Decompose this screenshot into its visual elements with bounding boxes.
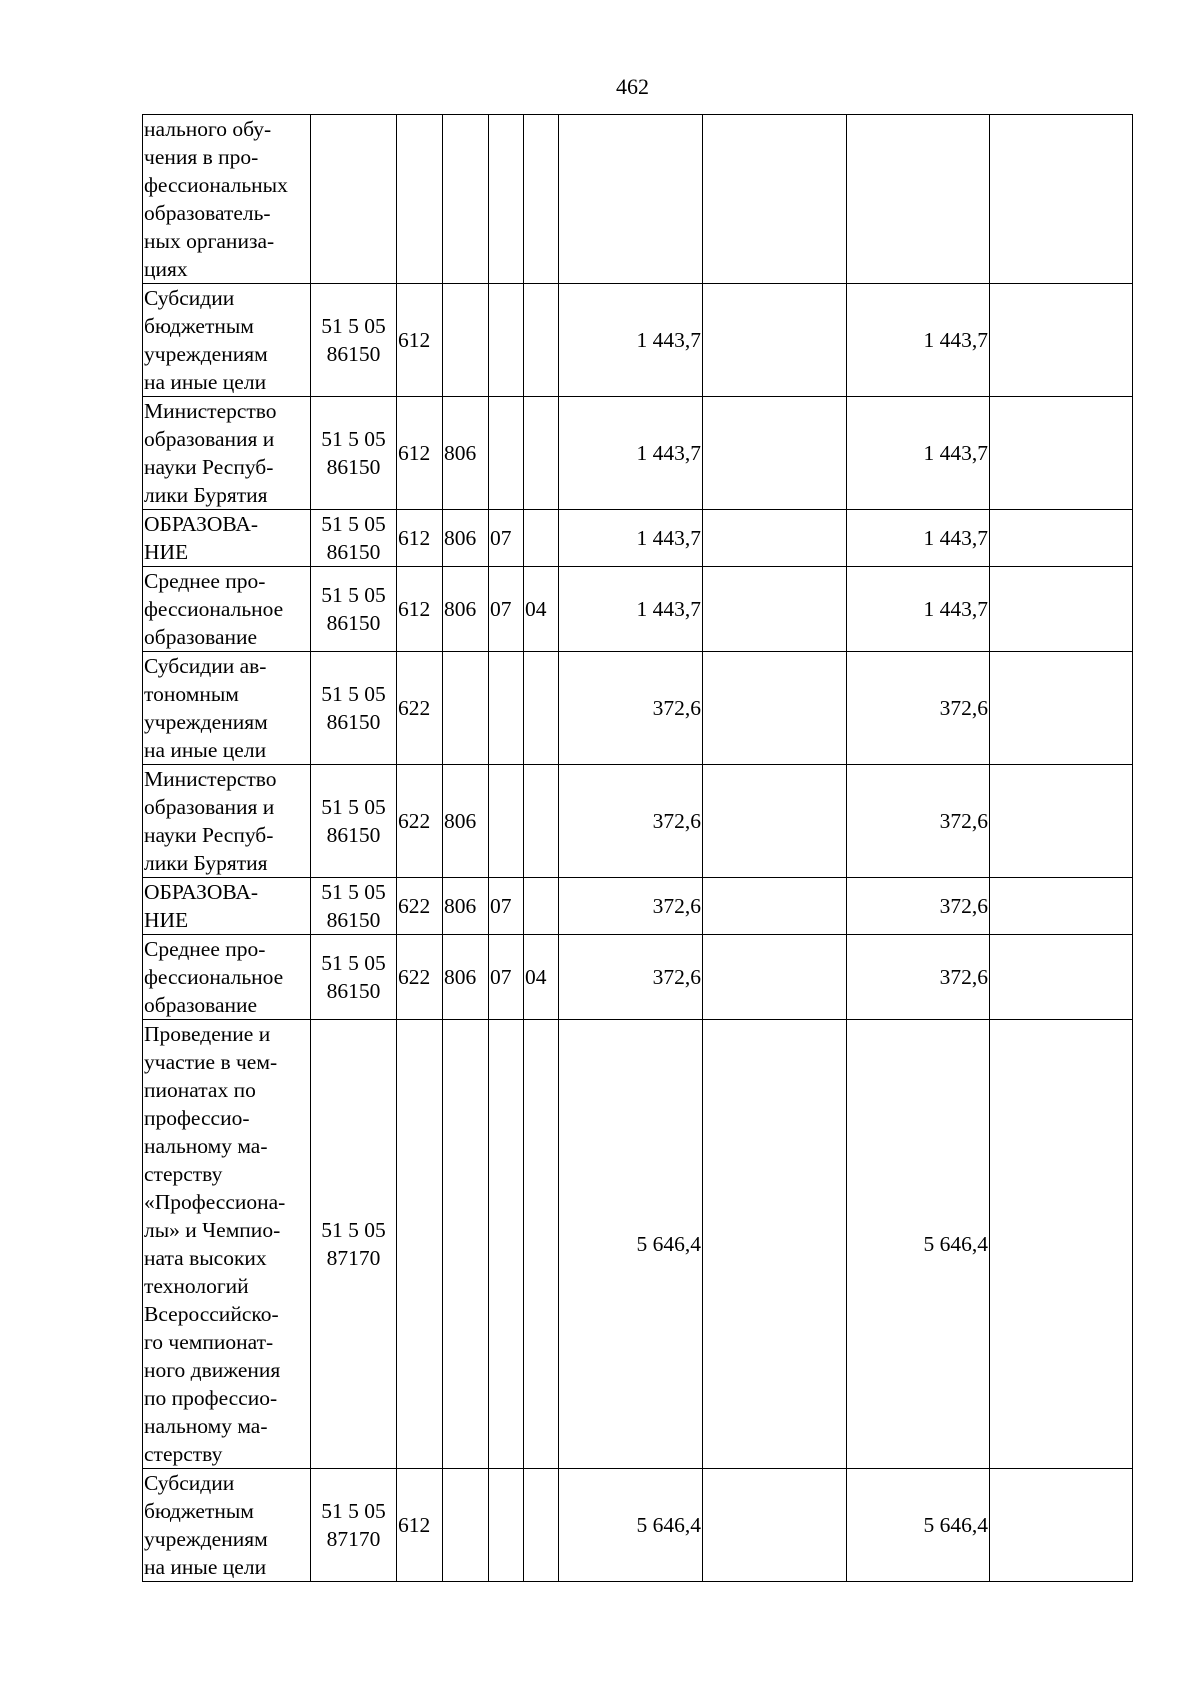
amount-cell-2 bbox=[703, 397, 847, 510]
target-article-line: 86150 bbox=[326, 823, 381, 847]
amount-cell-1 bbox=[559, 510, 703, 567]
target-article-cell bbox=[311, 397, 397, 510]
item-name-line: учреждениям bbox=[144, 342, 268, 366]
amount-cell-4 bbox=[990, 397, 1133, 510]
section-value: 07 bbox=[490, 526, 512, 550]
item-name-line: Среднее про- bbox=[144, 937, 266, 961]
ministry-code-cell bbox=[443, 652, 489, 765]
item-name-line: ных организа- bbox=[144, 229, 275, 253]
amount-value-1: 372,6 bbox=[652, 965, 701, 989]
expense-type-cell bbox=[397, 397, 443, 510]
amount-cell-2 bbox=[703, 284, 847, 397]
item-name-line: лики Бурятия bbox=[144, 851, 268, 875]
amount-cell-4 bbox=[990, 935, 1133, 1020]
amount-cell-1 bbox=[559, 652, 703, 765]
amount-cell-4 bbox=[990, 284, 1133, 397]
expense-type-cell bbox=[397, 878, 443, 935]
expense-type-value: 622 bbox=[398, 809, 431, 833]
budget-table bbox=[142, 114, 1133, 1582]
item-name-line: тономным bbox=[144, 682, 239, 706]
amount-cell-4 bbox=[990, 115, 1133, 284]
ministry-code-cell bbox=[443, 115, 489, 284]
amount-cell-2 bbox=[703, 567, 847, 652]
expense-type-value: 612 bbox=[398, 1513, 431, 1537]
amount-value-1: 372,6 bbox=[652, 696, 701, 720]
table-row bbox=[143, 652, 1133, 765]
amount-value-1: 1 443,7 bbox=[636, 441, 701, 465]
table-row bbox=[143, 878, 1133, 935]
item-name-line: нального обу- bbox=[144, 117, 272, 141]
target-article-line: 86150 bbox=[326, 710, 381, 734]
amount-cell-2 bbox=[703, 652, 847, 765]
item-name-line: НИЕ bbox=[144, 540, 189, 564]
target-article-line: 86150 bbox=[326, 908, 381, 932]
item-name-line: Субсидии bbox=[144, 1471, 235, 1495]
amount-cell-3 bbox=[847, 652, 990, 765]
target-article-line: 51 5 05 bbox=[321, 795, 386, 819]
target-article-line: 86150 bbox=[326, 342, 381, 366]
item-name-line: ОБРАЗОВА- bbox=[144, 512, 259, 536]
amount-cell-3 bbox=[847, 397, 990, 510]
item-name-cell bbox=[143, 510, 311, 567]
amount-value-3: 1 443,7 bbox=[923, 328, 988, 352]
amount-cell-3 bbox=[847, 1020, 990, 1469]
item-name-line: «Профессиона- bbox=[144, 1190, 286, 1214]
item-name-cell bbox=[143, 765, 311, 878]
ministry-code-value: 806 bbox=[444, 526, 477, 550]
section-cell bbox=[489, 652, 524, 765]
table-row bbox=[143, 397, 1133, 510]
expense-type-cell bbox=[397, 567, 443, 652]
item-name-line: на иные цели bbox=[144, 738, 267, 762]
amount-value-3: 1 443,7 bbox=[923, 526, 988, 550]
item-name-line: нальному ма- bbox=[144, 1414, 268, 1438]
target-article-line: 51 5 05 bbox=[321, 512, 386, 536]
expense-type-value: 622 bbox=[398, 894, 431, 918]
target-article-line: 51 5 05 bbox=[321, 880, 386, 904]
ministry-code-cell bbox=[443, 510, 489, 567]
item-name-line: ного движения bbox=[144, 1358, 281, 1382]
table-body bbox=[143, 115, 1133, 1582]
table-row bbox=[143, 284, 1133, 397]
item-name-line: науки Респуб- bbox=[144, 823, 274, 847]
item-name-line: учреждениям bbox=[144, 710, 268, 734]
amount-cell-1 bbox=[559, 1469, 703, 1582]
section-cell bbox=[489, 397, 524, 510]
expense-type-value: 622 bbox=[398, 965, 431, 989]
target-article-cell bbox=[311, 567, 397, 652]
section-cell bbox=[489, 765, 524, 878]
amount-value-1: 1 443,7 bbox=[636, 328, 701, 352]
amount-value-3: 1 443,7 bbox=[923, 441, 988, 465]
table-row bbox=[143, 765, 1133, 878]
subsection-cell bbox=[524, 1469, 559, 1582]
amount-cell-3 bbox=[847, 935, 990, 1020]
amount-cell-1 bbox=[559, 935, 703, 1020]
subsection-cell bbox=[524, 510, 559, 567]
amount-cell-3 bbox=[847, 878, 990, 935]
target-article-line: 86150 bbox=[326, 979, 381, 1003]
ministry-code-cell bbox=[443, 397, 489, 510]
ministry-code-value: 806 bbox=[444, 965, 477, 989]
amount-cell-3 bbox=[847, 765, 990, 878]
amount-cell-2 bbox=[703, 765, 847, 878]
table-row bbox=[143, 510, 1133, 567]
section-value: 07 bbox=[490, 965, 512, 989]
item-name-cell bbox=[143, 397, 311, 510]
ministry-code-cell bbox=[443, 284, 489, 397]
expense-type-value: 622 bbox=[398, 696, 431, 720]
item-name-line: лы» и Чемпио- bbox=[144, 1218, 281, 1242]
section-cell bbox=[489, 935, 524, 1020]
amount-cell-4 bbox=[990, 567, 1133, 652]
target-article-cell bbox=[311, 1020, 397, 1469]
amount-value-3: 5 646,4 bbox=[923, 1232, 988, 1256]
amount-cell-4 bbox=[990, 1469, 1133, 1582]
ministry-code-cell bbox=[443, 1469, 489, 1582]
amount-value-1: 1 443,7 bbox=[636, 597, 701, 621]
item-name-line: образователь- bbox=[144, 201, 271, 225]
amount-cell-2 bbox=[703, 935, 847, 1020]
item-name-line: стерству bbox=[144, 1162, 223, 1186]
expense-type-cell bbox=[397, 765, 443, 878]
item-name-line: лики Бурятия bbox=[144, 483, 268, 507]
item-name-line: образование bbox=[144, 625, 258, 649]
expense-type-cell bbox=[397, 1469, 443, 1582]
amount-cell-4 bbox=[990, 1020, 1133, 1469]
item-name-line: технологий bbox=[144, 1274, 249, 1298]
amount-cell-3 bbox=[847, 510, 990, 567]
item-name-cell bbox=[143, 1469, 311, 1582]
ministry-code-value: 806 bbox=[444, 597, 477, 621]
table-row bbox=[143, 567, 1133, 652]
amount-cell-3 bbox=[847, 1469, 990, 1582]
target-article-cell bbox=[311, 510, 397, 567]
item-name-line: бюджетным bbox=[144, 1499, 254, 1523]
item-name-line: на иные цели bbox=[144, 1555, 267, 1579]
item-name-cell bbox=[143, 878, 311, 935]
ministry-code-cell bbox=[443, 935, 489, 1020]
subsection-cell bbox=[524, 878, 559, 935]
target-article-line: 51 5 05 bbox=[321, 427, 386, 451]
subsection-value: 04 bbox=[525, 597, 547, 621]
target-article-line: 86150 bbox=[326, 611, 381, 635]
amount-cell-2 bbox=[703, 510, 847, 567]
subsection-cell bbox=[524, 115, 559, 284]
item-name-cell bbox=[143, 652, 311, 765]
section-cell bbox=[489, 1469, 524, 1582]
amount-cell-4 bbox=[990, 652, 1133, 765]
item-name-line: учреждениям bbox=[144, 1527, 268, 1551]
target-article-line: 86150 bbox=[326, 455, 381, 479]
amount-value-1: 5 646,4 bbox=[636, 1232, 701, 1256]
item-name-line: ОБРАЗОВА- bbox=[144, 880, 259, 904]
item-name-line: образование bbox=[144, 993, 258, 1017]
subsection-cell bbox=[524, 765, 559, 878]
target-article-cell bbox=[311, 878, 397, 935]
item-name-line: профессио- bbox=[144, 1106, 250, 1130]
section-cell bbox=[489, 115, 524, 284]
amount-cell-1 bbox=[559, 115, 703, 284]
expense-type-cell bbox=[397, 510, 443, 567]
amount-cell-1 bbox=[559, 878, 703, 935]
ministry-code-cell bbox=[443, 878, 489, 935]
subsection-cell bbox=[524, 652, 559, 765]
section-value: 07 bbox=[490, 894, 512, 918]
ministry-code-cell bbox=[443, 765, 489, 878]
expense-type-value: 612 bbox=[398, 597, 431, 621]
item-name-line: по профессио- bbox=[144, 1386, 278, 1410]
subsection-value: 04 bbox=[525, 965, 547, 989]
section-cell bbox=[489, 878, 524, 935]
item-name-line: стерству bbox=[144, 1442, 223, 1466]
section-cell bbox=[489, 510, 524, 567]
item-name-line: бюджетным bbox=[144, 314, 254, 338]
target-article-cell bbox=[311, 1469, 397, 1582]
item-name-line: чения в про- bbox=[144, 145, 259, 169]
amount-cell-2 bbox=[703, 878, 847, 935]
expense-type-cell bbox=[397, 652, 443, 765]
item-name-line: го чемпионат- bbox=[144, 1330, 274, 1354]
expense-type-cell bbox=[397, 1020, 443, 1469]
item-name-line: циях bbox=[144, 257, 188, 281]
section-value: 07 bbox=[490, 597, 512, 621]
amount-value-1: 372,6 bbox=[652, 894, 701, 918]
amount-cell-4 bbox=[990, 765, 1133, 878]
amount-cell-1 bbox=[559, 397, 703, 510]
target-article-line: 51 5 05 bbox=[321, 583, 386, 607]
target-article-cell bbox=[311, 935, 397, 1020]
item-name-line: науки Респуб- bbox=[144, 455, 274, 479]
table-row bbox=[143, 1020, 1133, 1469]
ministry-code-value: 806 bbox=[444, 441, 477, 465]
expense-type-cell bbox=[397, 115, 443, 284]
item-name-cell bbox=[143, 1020, 311, 1469]
target-article-cell bbox=[311, 652, 397, 765]
table-row bbox=[143, 1469, 1133, 1582]
table-row bbox=[143, 115, 1133, 284]
target-article-line: 87170 bbox=[326, 1527, 381, 1551]
amount-cell-2 bbox=[703, 1469, 847, 1582]
item-name-line: образования и bbox=[144, 427, 275, 451]
amount-value-3: 5 646,4 bbox=[923, 1513, 988, 1537]
target-article-line: 51 5 05 bbox=[321, 314, 386, 338]
expense-type-value: 612 bbox=[398, 441, 431, 465]
subsection-cell bbox=[524, 1020, 559, 1469]
item-name-cell bbox=[143, 284, 311, 397]
expense-type-cell bbox=[397, 284, 443, 397]
table-row bbox=[143, 935, 1133, 1020]
section-cell bbox=[489, 567, 524, 652]
amount-cell-4 bbox=[990, 510, 1133, 567]
section-cell bbox=[489, 284, 524, 397]
target-article-line: 51 5 05 bbox=[321, 1499, 386, 1523]
item-name-line: Министерство bbox=[144, 399, 277, 423]
target-article-line: 51 5 05 bbox=[321, 682, 386, 706]
expense-type-cell bbox=[397, 935, 443, 1020]
item-name-line: пионатах по bbox=[144, 1078, 256, 1102]
target-article-cell bbox=[311, 284, 397, 397]
ministry-code-value: 806 bbox=[444, 894, 477, 918]
ministry-code-cell bbox=[443, 1020, 489, 1469]
target-article-line: 51 5 05 bbox=[321, 1218, 386, 1242]
item-name-line: фессиональных bbox=[144, 173, 288, 197]
amount-cell-1 bbox=[559, 1020, 703, 1469]
item-name-cell bbox=[143, 935, 311, 1020]
item-name-line: фессиональное bbox=[144, 597, 284, 621]
amount-cell-3 bbox=[847, 567, 990, 652]
amount-cell-1 bbox=[559, 765, 703, 878]
amount-value-1: 5 646,4 bbox=[636, 1513, 701, 1537]
item-name-cell bbox=[143, 115, 311, 284]
amount-cell-3 bbox=[847, 284, 990, 397]
subsection-cell bbox=[524, 935, 559, 1020]
item-name-line: на иные цели bbox=[144, 370, 267, 394]
item-name-cell bbox=[143, 567, 311, 652]
item-name-line: Субсидии ав- bbox=[144, 654, 267, 678]
amount-value-3: 372,6 bbox=[939, 696, 988, 720]
amount-cell-3 bbox=[847, 115, 990, 284]
item-name-line: Всероссийско- bbox=[144, 1302, 279, 1326]
amount-cell-2 bbox=[703, 1020, 847, 1469]
amount-cell-4 bbox=[990, 878, 1133, 935]
amount-cell-1 bbox=[559, 567, 703, 652]
subsection-cell bbox=[524, 567, 559, 652]
ministry-code-value: 806 bbox=[444, 809, 477, 833]
target-article-line: 87170 bbox=[326, 1246, 381, 1270]
ministry-code-cell bbox=[443, 567, 489, 652]
item-name-line: Среднее про- bbox=[144, 569, 266, 593]
item-name-line: участие в чем- bbox=[144, 1050, 278, 1074]
amount-cell-2 bbox=[703, 115, 847, 284]
amount-value-3: 372,6 bbox=[939, 965, 988, 989]
amount-value-1: 1 443,7 bbox=[636, 526, 701, 550]
amount-value-1: 372,6 bbox=[652, 809, 701, 833]
item-name-line: Субсидии bbox=[144, 286, 235, 310]
subsection-cell bbox=[524, 284, 559, 397]
page-number: 462 bbox=[616, 74, 649, 99]
item-name-line: фессиональное bbox=[144, 965, 284, 989]
item-name-line: Министерство bbox=[144, 767, 277, 791]
amount-value-3: 372,6 bbox=[939, 894, 988, 918]
subsection-cell bbox=[524, 397, 559, 510]
item-name-line: образования и bbox=[144, 795, 275, 819]
expense-type-value: 612 bbox=[398, 526, 431, 550]
item-name-line: нальному ма- bbox=[144, 1134, 268, 1158]
amount-value-3: 372,6 bbox=[939, 809, 988, 833]
target-article-cell bbox=[311, 765, 397, 878]
target-article-cell bbox=[311, 115, 397, 284]
expense-type-value: 612 bbox=[398, 328, 431, 352]
amount-cell-1 bbox=[559, 284, 703, 397]
item-name-line: Проведение и bbox=[144, 1022, 271, 1046]
item-name-line: НИЕ bbox=[144, 908, 189, 932]
section-cell bbox=[489, 1020, 524, 1469]
target-article-line: 86150 bbox=[326, 540, 381, 564]
amount-value-3: 1 443,7 bbox=[923, 597, 988, 621]
target-article-line: 51 5 05 bbox=[321, 951, 386, 975]
item-name-line: ната высоких bbox=[144, 1246, 267, 1270]
